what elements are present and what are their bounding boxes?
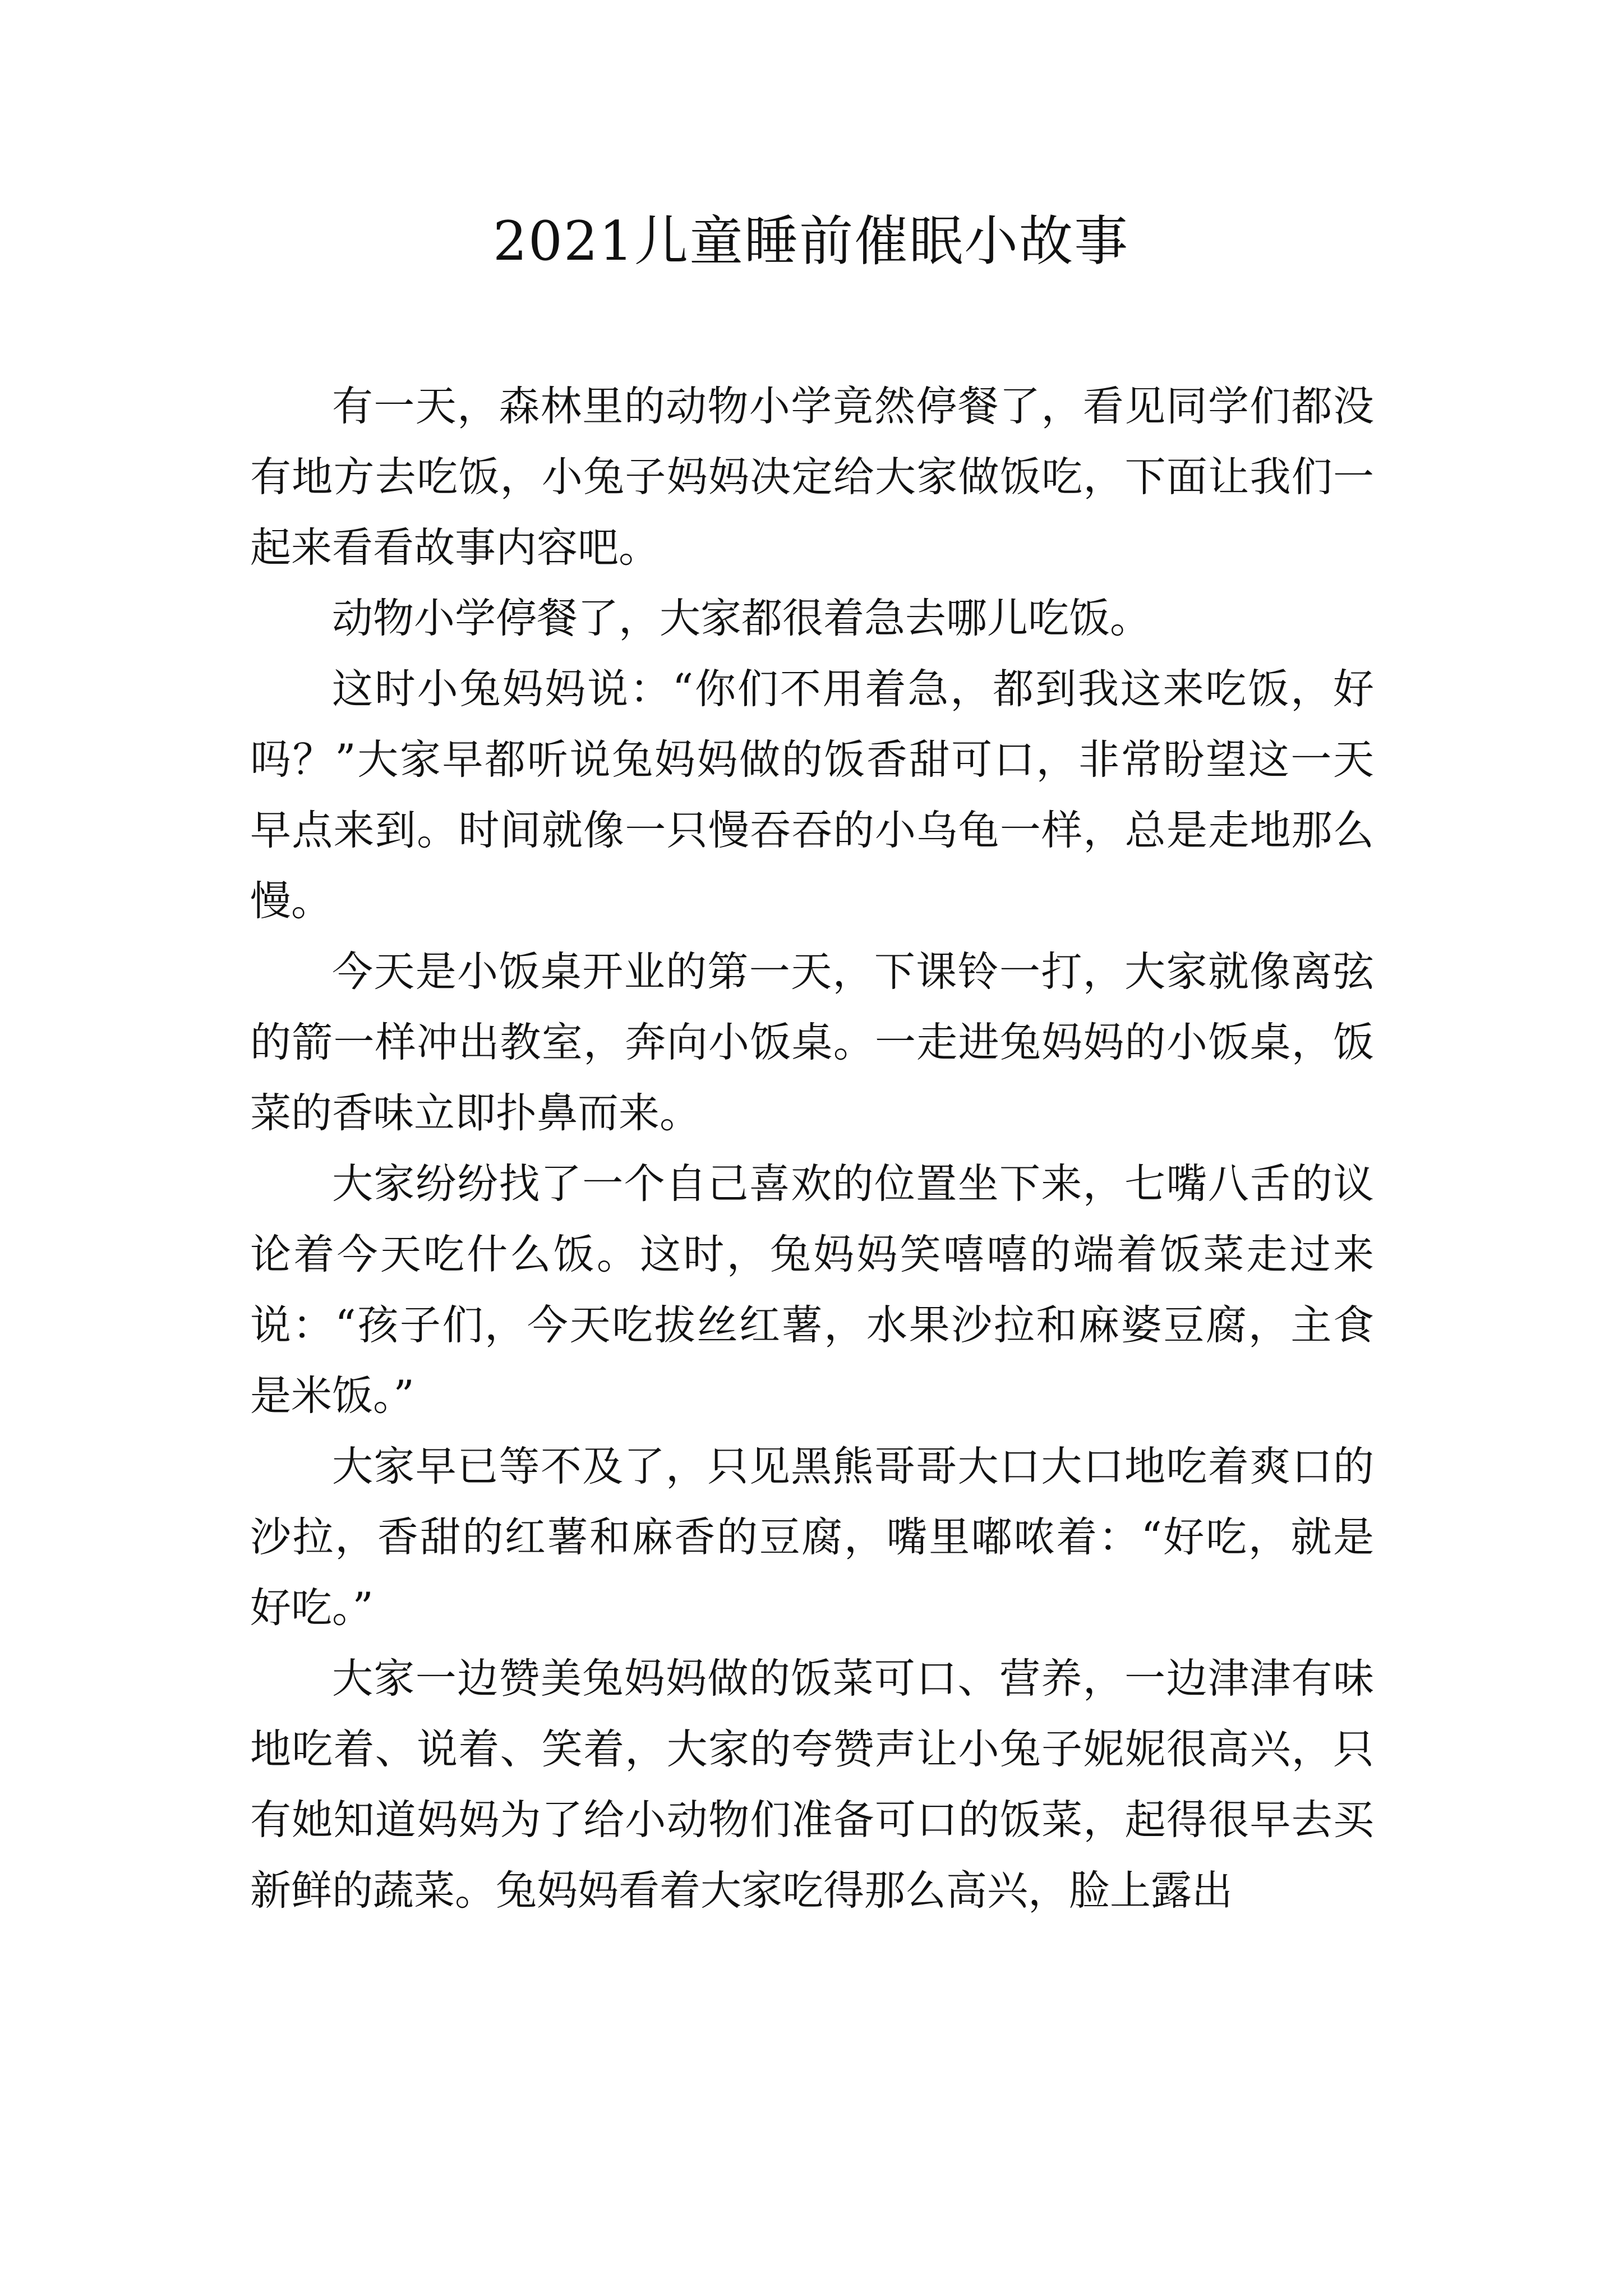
- document-body: [250, 371, 1374, 1926]
- paragraph-4: 今天是小饭桌开业的第一天，下课铃一打，大家就像离弦的箭一样冲出教室，奔向小饭桌。一走进兔妈妈的小饭桌，饭菜的香味立即扑鼻而来。: [250, 948, 1374, 1137]
- paragraph-7: 大家一边赞美兔妈妈做的饭菜可口、营养，一边津津有味地吃着、说着、笑着，大家的夸赞声让小兔子妮妮很高兴，只有她知道妈妈为了给小动物们准备可口的饭菜，起得很早去买新鲜的蔬菜。兔妈妈看着大家吃得那么高兴，脸上露出: [250, 1655, 1374, 1915]
- paragraph-2: 动物小学停餐了，大家都很着急去哪儿吃饭。: [332, 595, 1151, 642]
- paragraph-1: 有一天，森林里的动物小学竟然停餐了，看见同学们都没有地方去吃饭，小兔子妈妈决定给大家做饭吃，下面让我们一起来看看故事内容吧。: [250, 383, 1374, 572]
- paragraph-3: 这时小兔妈妈说：“你们不用着急，都到我这来吃饭，好吗？”大家早都听说兔妈妈做的饭香甜可口，非常盼望这一天早点来到。时间就像一只慢吞吞的小乌龟一样，总是走地那么慢。: [250, 665, 1374, 925]
- paragraph-6: 大家早已等不及了，只见黑熊哥哥大口大口地吃着爽口的沙拉，香甜的红薯和麻香的豆腐，嘴里嘟哝着：“好吃，就是好吃。”: [250, 1443, 1374, 1632]
- document-title: 2021儿童睡前催眠小故事: [492, 210, 1129, 273]
- paragraph-5: 大家纷纷找了一个自己喜欢的位置坐下来，七嘴八舌的议论着今天吃什么饭。这时，兔妈妈笑嘻嘻的端着饭菜走过来说：“孩子们，今天吃拔丝红薯，水果沙拉和麻婆豆腐，主食是米饭。”: [250, 1160, 1374, 1420]
